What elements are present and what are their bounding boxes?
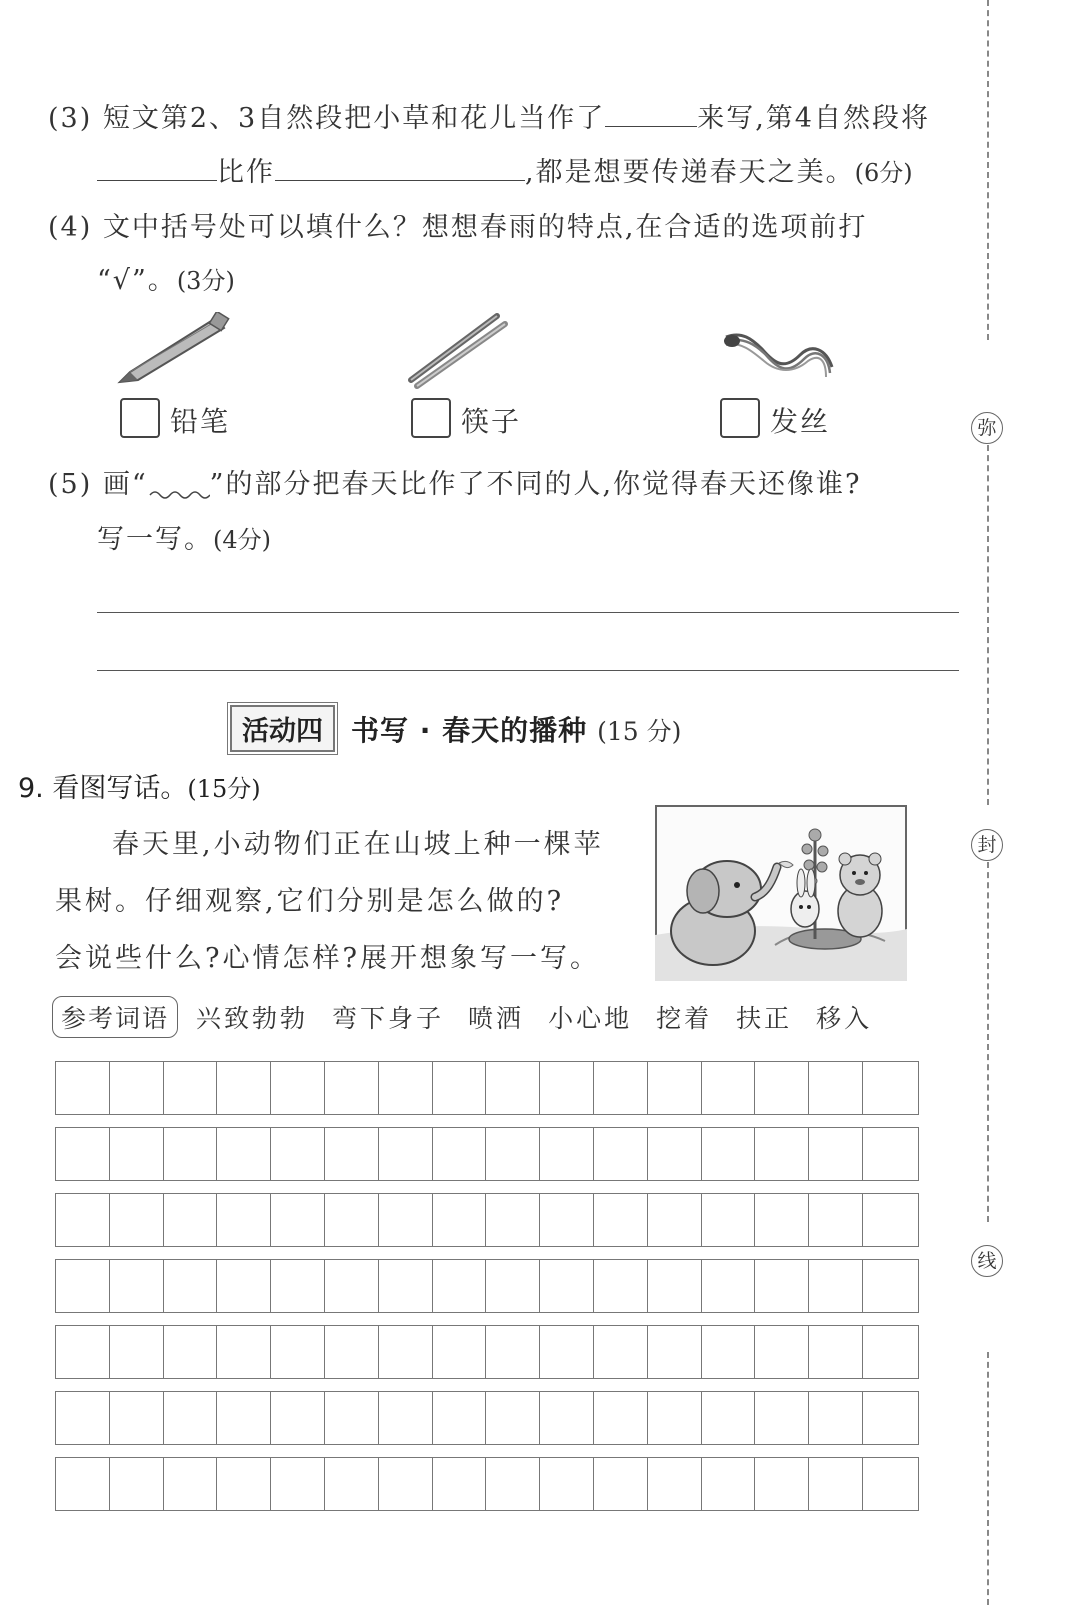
grid-cell[interactable] — [217, 1260, 271, 1312]
grid-cell[interactable] — [648, 1194, 702, 1246]
q9-title — [18, 766, 261, 805]
grid-cell[interactable] — [540, 1194, 594, 1246]
ref-words-label: 参考词语 — [52, 996, 178, 1038]
grid-cell[interactable] — [217, 1326, 271, 1378]
grid-cell[interactable] — [379, 1260, 433, 1312]
grid-cell[interactable] — [110, 1128, 164, 1180]
grid-cell[interactable] — [809, 1326, 863, 1378]
grid-cell[interactable] — [271, 1062, 325, 1114]
q5-score: (4分) — [213, 526, 271, 554]
q4-line2 — [97, 258, 235, 297]
grid-cell[interactable] — [755, 1326, 809, 1378]
q5-line1 — [48, 462, 862, 501]
grid-cell[interactable] — [809, 1392, 863, 1444]
seal-dashed-line-1 — [987, 0, 989, 340]
option-label-hair: 发丝 — [770, 405, 831, 438]
grid-cell[interactable] — [540, 1128, 594, 1180]
ref-word: 移入 — [816, 1004, 873, 1033]
section-title — [230, 705, 681, 752]
grid-cell[interactable] — [702, 1062, 756, 1114]
section-badge: 活动四 — [230, 705, 335, 752]
wavy-underline-icon — [148, 479, 210, 501]
grid-cell[interactable] — [433, 1194, 487, 1246]
section-main-title: 书写 · 春天的播种 — [351, 714, 588, 747]
grid-cell[interactable] — [648, 1062, 702, 1114]
grid-cell[interactable] — [594, 1194, 648, 1246]
grid-cell[interactable] — [56, 1260, 110, 1312]
grid-cell[interactable] — [648, 1260, 702, 1312]
grid-row — [55, 1259, 919, 1313]
grid-cell[interactable] — [325, 1062, 379, 1114]
grid-cell[interactable] — [702, 1128, 756, 1180]
grid-cell[interactable] — [863, 1392, 917, 1444]
q3-text-c: 比作 — [217, 157, 275, 188]
section-score: (15 分) — [597, 717, 682, 746]
grid-cell[interactable] — [702, 1194, 756, 1246]
q5-text-b: ”的部分把春天比作了不同的人,你觉得春天还像谁? — [209, 469, 862, 500]
q9-title-text: 9. 看图写话。 — [18, 773, 188, 804]
grid-cell[interactable] — [271, 1392, 325, 1444]
grid-row — [55, 1061, 919, 1115]
q3-line1 — [48, 96, 930, 135]
grid-cell[interactable] — [164, 1458, 218, 1510]
grid-cell[interactable] — [56, 1128, 110, 1180]
grid-cell[interactable] — [433, 1128, 487, 1180]
planting-scene-illustration — [655, 805, 907, 981]
grid-cell[interactable] — [217, 1392, 271, 1444]
grid-cell[interactable] — [809, 1260, 863, 1312]
grid-cell[interactable] — [164, 1062, 218, 1114]
grid-cell[interactable] — [217, 1458, 271, 1510]
q4-check-mark-text: “√”。 — [97, 265, 177, 296]
seal-dashed-line-4 — [987, 1352, 989, 1605]
seal-dashed-line-2 — [987, 445, 989, 805]
ref-words-row — [52, 996, 896, 1038]
ref-word: 弯下身子 — [332, 1004, 445, 1033]
q3-line2 — [97, 150, 913, 189]
grid-cell[interactable] — [325, 1128, 379, 1180]
grid-cell[interactable] — [433, 1326, 487, 1378]
grid-cell[interactable] — [755, 1194, 809, 1246]
grid-cell[interactable] — [486, 1062, 540, 1114]
grid-cell[interactable] — [271, 1128, 325, 1180]
chopsticks-icon — [405, 310, 515, 392]
grid-cell[interactable] — [433, 1458, 487, 1510]
grid-cell[interactable] — [433, 1392, 487, 1444]
q4-text: 文中括号处可以填什么？想想春雨的特点,在合适的选项前打 — [102, 212, 868, 243]
q5-line2 — [97, 517, 271, 556]
grid-cell[interactable] — [702, 1260, 756, 1312]
grid-cell[interactable] — [648, 1458, 702, 1510]
grid-cell[interactable] — [594, 1392, 648, 1444]
grid-cell[interactable] — [594, 1326, 648, 1378]
grid-cell[interactable] — [486, 1458, 540, 1510]
grid-cell[interactable] — [271, 1326, 325, 1378]
grid-cell[interactable] — [594, 1128, 648, 1180]
grid-cell[interactable] — [110, 1194, 164, 1246]
q3-blank-2[interactable] — [97, 154, 217, 181]
ref-word: 小心地 — [548, 1004, 633, 1033]
grid-cell[interactable] — [648, 1392, 702, 1444]
grid-cell[interactable] — [379, 1128, 433, 1180]
grid-cell[interactable] — [271, 1458, 325, 1510]
grid-cell[interactable] — [56, 1392, 110, 1444]
grid-cell[interactable] — [217, 1128, 271, 1180]
grid-cell[interactable] — [433, 1062, 487, 1114]
q5-number: (5) — [48, 469, 93, 500]
q3-score: (6分) — [854, 159, 913, 187]
grid-cell[interactable] — [540, 1062, 594, 1114]
grid-cell[interactable] — [110, 1458, 164, 1510]
grid-cell[interactable] — [809, 1194, 863, 1246]
q9-para-line-3: 会说些什么?心情怎样?展开想象写一写。 — [55, 943, 600, 974]
grid-cell[interactable] — [486, 1128, 540, 1180]
q3-text-b: 来写,第4自然段将 — [697, 103, 930, 134]
q3-blank-1[interactable] — [605, 100, 697, 127]
grid-cell[interactable] — [540, 1326, 594, 1378]
grid-cell[interactable] — [379, 1194, 433, 1246]
grid-cell[interactable] — [325, 1194, 379, 1246]
q5-text-c: 写一写。 — [97, 524, 213, 555]
seal-char-xian: 线 — [971, 1245, 1003, 1277]
q9-para-line-1: 春天里,小动物们正在山坡上种一棵苹 — [112, 829, 604, 860]
grid-cell[interactable] — [702, 1326, 756, 1378]
grid-cell[interactable] — [540, 1392, 594, 1444]
grid-row — [55, 1325, 919, 1379]
q5-answer-line-1[interactable] — [97, 612, 959, 613]
grid-cell[interactable] — [56, 1062, 110, 1114]
grid-cell[interactable] — [164, 1392, 218, 1444]
grid-cell[interactable] — [271, 1260, 325, 1312]
grid-cell[interactable] — [594, 1062, 648, 1114]
option-checkbox-pencil[interactable] — [120, 398, 160, 438]
grid-cell[interactable] — [56, 1326, 110, 1378]
grid-cell[interactable] — [648, 1128, 702, 1180]
grid-cell[interactable] — [809, 1128, 863, 1180]
grid-cell[interactable] — [755, 1128, 809, 1180]
grid-row — [55, 1127, 919, 1181]
grid-cell[interactable] — [164, 1326, 218, 1378]
grid-cell[interactable] — [217, 1062, 271, 1114]
option-label-chopsticks: 筷子 — [461, 405, 522, 438]
q4-score: (3分) — [176, 267, 235, 295]
grid-row — [55, 1193, 919, 1247]
grid-cell[interactable] — [863, 1326, 917, 1378]
ref-word: 兴致勃勃 — [196, 1004, 309, 1033]
grid-cell[interactable] — [863, 1260, 917, 1312]
grid-cell[interactable] — [379, 1458, 433, 1510]
grid-cell[interactable] — [110, 1062, 164, 1114]
grid-cell[interactable] — [486, 1326, 540, 1378]
grid-cell[interactable] — [863, 1062, 917, 1114]
grid-cell[interactable] — [164, 1128, 218, 1180]
grid-cell[interactable] — [863, 1458, 917, 1510]
grid-cell[interactable] — [755, 1260, 809, 1312]
q5-text-a: 画“ — [102, 469, 148, 500]
grid-cell[interactable] — [863, 1128, 917, 1180]
q3-number: (3) — [48, 103, 93, 134]
grid-cell[interactable] — [755, 1062, 809, 1114]
grid-cell[interactable] — [540, 1260, 594, 1312]
hair-strand-icon — [722, 325, 837, 387]
grid-cell[interactable] — [433, 1260, 487, 1312]
grid-row — [55, 1457, 919, 1511]
grid-cell[interactable] — [809, 1458, 863, 1510]
grid-cell[interactable] — [809, 1062, 863, 1114]
grid-cell[interactable] — [379, 1326, 433, 1378]
ref-word: 挖着 — [656, 1004, 713, 1033]
grid-cell[interactable] — [325, 1392, 379, 1444]
q3-blank-3[interactable] — [275, 154, 525, 181]
grid-cell[interactable] — [56, 1194, 110, 1246]
grid-cell[interactable] — [379, 1062, 433, 1114]
grid-cell[interactable] — [325, 1326, 379, 1378]
grid-cell[interactable] — [110, 1326, 164, 1378]
grid-cell[interactable] — [755, 1392, 809, 1444]
grid-cell[interactable] — [56, 1458, 110, 1510]
q4-line1 — [48, 205, 867, 244]
pencil-icon — [112, 312, 232, 392]
grid-cell[interactable] — [271, 1194, 325, 1246]
grid-cell[interactable] — [110, 1260, 164, 1312]
q9-para-line-2: 果树。仔细观察,它们分别是怎么做的? — [55, 886, 565, 917]
grid-cell[interactable] — [486, 1260, 540, 1312]
q9-score: (15分) — [187, 775, 261, 803]
seal-char-mi: 弥 — [971, 412, 1003, 444]
grid-cell[interactable] — [486, 1392, 540, 1444]
grid-cell[interactable] — [863, 1194, 917, 1246]
grid-cell[interactable] — [164, 1194, 218, 1246]
grid-cell[interactable] — [648, 1326, 702, 1378]
ref-word: 扶正 — [736, 1004, 793, 1033]
grid-row — [55, 1391, 919, 1445]
grid-cell[interactable] — [755, 1458, 809, 1510]
q3-text-a: 短文第2、3自然段把小草和花儿当作了 — [102, 103, 606, 134]
grid-cell[interactable] — [217, 1194, 271, 1246]
grid-cell[interactable] — [110, 1392, 164, 1444]
grid-cell[interactable] — [540, 1458, 594, 1510]
option-checkbox-hair[interactable] — [720, 398, 760, 438]
grid-cell[interactable] — [594, 1260, 648, 1312]
grid-cell[interactable] — [325, 1458, 379, 1510]
grid-cell[interactable] — [702, 1392, 756, 1444]
q3-text-d: ,都是想要传递春天之美。 — [525, 157, 855, 188]
grid-cell[interactable] — [325, 1260, 379, 1312]
grid-cell[interactable] — [379, 1392, 433, 1444]
grid-cell[interactable] — [702, 1458, 756, 1510]
seal-dashed-line-3 — [987, 862, 989, 1222]
seal-char-feng: 封 — [971, 829, 1003, 861]
q4-number: (4) — [48, 212, 93, 243]
grid-cell[interactable] — [594, 1458, 648, 1510]
ref-word: 喷洒 — [468, 1004, 525, 1033]
grid-cell[interactable] — [164, 1260, 218, 1312]
q5-answer-line-2[interactable] — [97, 670, 959, 671]
option-checkbox-chopsticks[interactable] — [411, 398, 451, 438]
option-label-pencil: 铅笔 — [170, 405, 231, 438]
grid-cell[interactable] — [486, 1194, 540, 1246]
